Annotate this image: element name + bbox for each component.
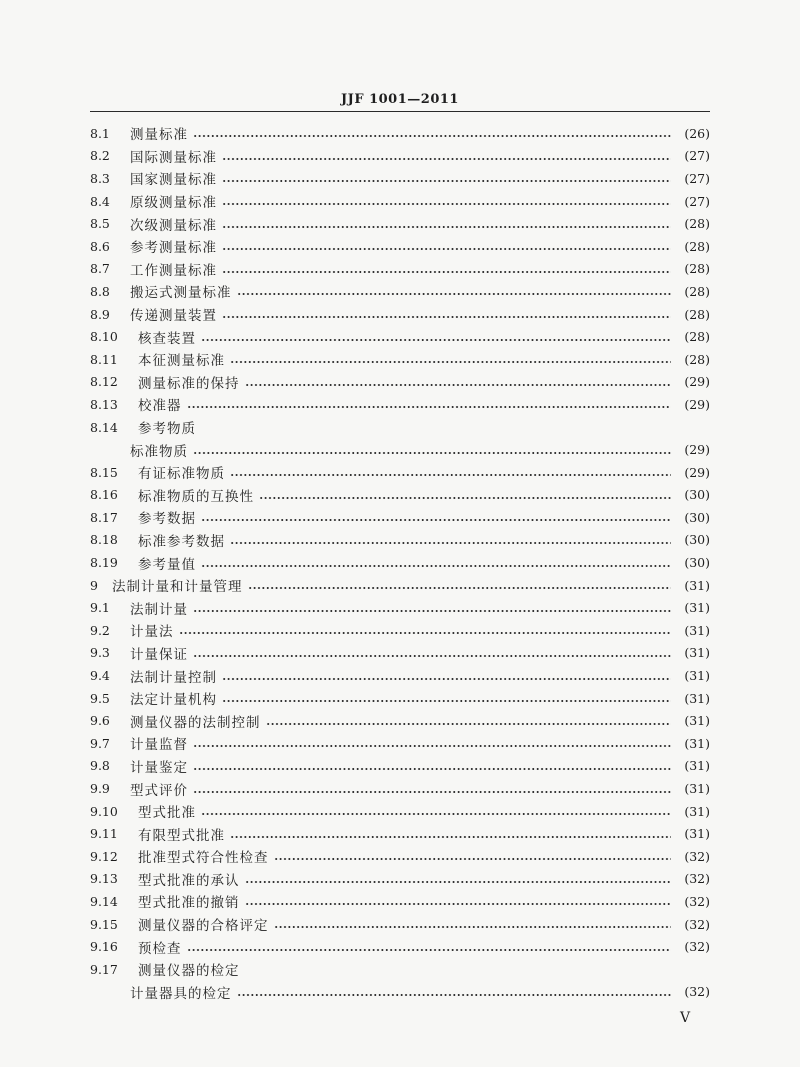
toc-entry[interactable]: [90, 438, 710, 461]
toc-dot-leader: [266, 723, 672, 725]
toc-entry-title: 计量器具的检定: [130, 985, 232, 1002]
toc-entry-title: 本征测量标准: [138, 353, 225, 370]
toc-entry-page: (28): [684, 261, 710, 277]
toc-entry[interactable]: [90, 800, 710, 823]
toc-entry-page: (28): [684, 306, 710, 322]
toc-entry-page: (28): [684, 329, 710, 345]
toc-entry-title: 测量仪器的合格评定: [138, 918, 269, 935]
toc-entry[interactable]: [90, 732, 710, 755]
toc-entry[interactable]: [90, 325, 710, 348]
toc-dot-leader: [193, 768, 671, 770]
toc-entry-number: 8.18: [90, 532, 118, 548]
toc-entry-title: 标准物质: [130, 443, 188, 460]
toc-entry-number: 9.11: [90, 826, 118, 842]
toc-entry[interactable]: [90, 935, 710, 958]
toc-entry-page: (30): [684, 487, 710, 503]
toc-dot-leader: [237, 994, 672, 996]
toc-entry-title: 测量标准: [130, 127, 188, 144]
toc-entry-title: 型式批准的承认: [138, 872, 240, 889]
toc-entry-number: 8.14: [90, 419, 118, 435]
toc-dot-leader: [201, 565, 671, 567]
toc-dot-leader: [230, 361, 671, 363]
toc-dot-leader: [222, 700, 671, 702]
toc-entry[interactable]: [90, 348, 710, 371]
toc-entry-number: 9.14: [90, 893, 118, 909]
toc-entry[interactable]: [90, 822, 710, 845]
toc-entry-number: 9.13: [90, 871, 118, 887]
toc-entry-page: (31): [684, 826, 710, 842]
toc-entry-title: 计量法: [130, 624, 174, 641]
toc-entry[interactable]: [90, 551, 710, 574]
toc-entry-title: 法制计量控制: [130, 669, 217, 686]
toc-entry[interactable]: [90, 145, 710, 168]
toc-dot-leader: [193, 610, 671, 612]
toc-entry[interactable]: [90, 212, 710, 235]
toc-dot-leader: [179, 632, 672, 634]
toc-entry-title: 测量仪器的法制控制: [130, 714, 261, 731]
toc-dot-leader: [222, 158, 671, 160]
toc-entry-number: 9.8: [90, 758, 110, 774]
toc-entry-page: (27): [684, 148, 710, 164]
toc-dot-leader: [237, 293, 672, 295]
toc-entry-number: 9.4: [90, 668, 110, 684]
toc-entry-title: 预检查: [138, 940, 182, 957]
toc-entry-page: (28): [684, 351, 710, 367]
toc-entry-number: 9.2: [90, 622, 110, 638]
toc-entry-title: 工作测量标准: [130, 262, 217, 279]
toc-entry-title: 法制计量和计量管理: [112, 579, 243, 596]
toc-entry-title: 法定计量机构: [130, 692, 217, 709]
toc-entry-page: (30): [684, 509, 710, 525]
toc-entry-page: (31): [684, 577, 710, 593]
toc-dot-leader: [222, 226, 671, 228]
toc-entry-number: 8.10: [90, 329, 118, 345]
toc-dot-leader: [222, 180, 671, 182]
toc-dot-leader: [222, 316, 671, 318]
toc-entry-number: 8.16: [90, 487, 118, 503]
toc-entry[interactable]: [90, 868, 710, 891]
toc-entry-title: 标准参考数据: [138, 533, 225, 550]
toc-entry[interactable]: [90, 235, 710, 258]
toc-entry-page: (27): [684, 193, 710, 209]
toc-entry-number: 9.7: [90, 735, 110, 751]
toc-entry-page: (29): [684, 442, 710, 458]
toc-dot-leader: [193, 452, 671, 454]
toc-dot-leader: [222, 678, 671, 680]
toc-entry-page: (31): [684, 781, 710, 797]
toc-entry[interactable]: [90, 506, 710, 529]
toc-entry-number: 9.9: [90, 781, 110, 797]
toc-entry-number: 9.6: [90, 713, 110, 729]
toc-entry-number: 9: [90, 577, 98, 593]
toc-entry[interactable]: [90, 709, 710, 732]
toc-entry[interactable]: [90, 845, 710, 868]
toc-dot-leader: [230, 542, 671, 544]
toc-entry-page: (28): [684, 238, 710, 254]
toc-entry-title: 计量鉴定: [130, 759, 188, 776]
toc-entry-title: 法制计量: [130, 601, 188, 618]
toc-entry[interactable]: [90, 913, 710, 936]
toc-dot-leader: [222, 271, 671, 273]
toc-entry-title: 国家测量标准: [130, 172, 217, 189]
toc-entry[interactable]: [90, 755, 710, 778]
toc-entry-title: 次级测量标准: [130, 217, 217, 234]
toc-entry-number: 8.4: [90, 193, 110, 209]
toc-entry[interactable]: [90, 890, 710, 913]
toc-dot-leader: [201, 813, 671, 815]
toc-entry-title: 校准器: [138, 398, 182, 415]
toc-entry-title: 批准型式符合性检查: [138, 850, 269, 867]
toc-entry-number: 8.5: [90, 216, 110, 232]
toc-entry-page: (31): [684, 735, 710, 751]
toc-entry-number: 8.19: [90, 555, 118, 571]
toc-entry-number: 8.12: [90, 374, 118, 390]
toc-entry-number: 8.6: [90, 238, 110, 254]
toc-entry-page: (31): [684, 668, 710, 684]
toc-entry-title: 原级测量标准: [130, 195, 217, 212]
toc-dot-leader: [245, 881, 672, 883]
toc-entry-page: (31): [684, 600, 710, 616]
toc-entry-title: 参考测量标准: [130, 240, 217, 257]
toc-entry-title: 国际测量标准: [130, 149, 217, 166]
toc-entry-title: 有限型式批准: [138, 827, 225, 844]
toc-entry-number: 8.7: [90, 261, 110, 277]
toc-entry[interactable]: [90, 416, 710, 439]
toc-entry-number: 8.15: [90, 464, 118, 480]
toc-entry[interactable]: [90, 687, 710, 710]
toc-entry-page: (30): [684, 532, 710, 548]
toc-entry[interactable]: [90, 303, 710, 326]
toc-entry-page: (31): [684, 645, 710, 661]
toc-entry-page: (32): [684, 871, 710, 887]
toc-dot-leader: [230, 474, 671, 476]
toc-entry-page: (31): [684, 690, 710, 706]
toc-entry-number: 9.5: [90, 690, 110, 706]
toc-dot-leader: [193, 791, 671, 793]
toc-entry-number: 8.2: [90, 148, 110, 164]
toc-entry[interactable]: [90, 371, 710, 394]
toc-entry[interactable]: [90, 777, 710, 800]
toc-entry-page: (32): [684, 984, 710, 1000]
toc-dot-leader: [201, 519, 671, 521]
toc-entry-title: 测量标准的保持: [138, 375, 240, 392]
toc-entry-number: 9.16: [90, 939, 118, 955]
toc-entry-number: 9.17: [90, 961, 118, 977]
toc-entry-title: 参考物质: [138, 421, 196, 438]
toc-entry-title: 型式评价: [130, 782, 188, 799]
toc-entry-number: 8.8: [90, 283, 110, 299]
toc-entry-title: 计量监督: [130, 737, 188, 754]
page-number: V: [680, 1010, 691, 1026]
toc-entry-number: 9.15: [90, 916, 118, 932]
toc-entry-number: 8.9: [90, 306, 110, 322]
toc-entry[interactable]: [90, 529, 710, 552]
toc-entry-title: 型式批准: [138, 805, 196, 822]
toc-entry[interactable]: [90, 664, 710, 687]
toc-entry-page: (26): [684, 125, 710, 141]
toc-dot-leader: [248, 587, 672, 589]
toc-entry-title: 计量保证: [130, 646, 188, 663]
toc-entry[interactable]: [90, 642, 710, 665]
toc-entry-number: 8.11: [90, 351, 118, 367]
toc-entry-page: (27): [684, 170, 710, 186]
toc-dot-leader: [201, 339, 671, 341]
toc-entry-title: 型式批准的撤销: [138, 895, 240, 912]
toc-entry-title: 传递测量装置: [130, 308, 217, 325]
toc-dot-leader: [274, 926, 672, 928]
toc-entry-page: (31): [684, 622, 710, 638]
toc-entry-title: 标准物质的互换性: [138, 488, 254, 505]
toc-entry[interactable]: [90, 167, 710, 190]
toc-entry-page: (29): [684, 464, 710, 480]
toc-entry[interactable]: [90, 280, 710, 303]
toc-entry[interactable]: [90, 190, 710, 213]
toc-entry-number: 9.3: [90, 645, 110, 661]
toc-entry[interactable]: [90, 393, 710, 416]
toc-entry-title: 核查装置: [138, 330, 196, 347]
toc-entry-page: (31): [684, 713, 710, 729]
toc-entry[interactable]: [90, 981, 710, 1004]
toc-entry-number: 9.12: [90, 848, 118, 864]
toc-dot-leader: [230, 836, 671, 838]
toc-entry-number: 8.3: [90, 170, 110, 186]
toc-entry-page: (31): [684, 758, 710, 774]
toc-entry-title: 参考数据: [138, 511, 196, 528]
toc-entry-page: (28): [684, 216, 710, 232]
toc-entry[interactable]: [90, 596, 710, 619]
toc-entry-number: 8.13: [90, 396, 118, 412]
toc-entry-number: 9.10: [90, 803, 118, 819]
document-header-title: JJF 1001—2011: [341, 92, 459, 107]
toc-entry-page: (32): [684, 916, 710, 932]
toc-entry-title: 测量仪器的检定: [138, 963, 240, 980]
toc-dot-leader: [187, 949, 672, 951]
toc-entry[interactable]: [90, 958, 710, 981]
toc-entry[interactable]: [90, 122, 710, 145]
toc-dot-leader: [187, 406, 672, 408]
toc-entry-number: 8.1: [90, 125, 110, 141]
toc-entry[interactable]: [90, 484, 710, 507]
toc-entry-page: (28): [684, 283, 710, 299]
toc-dot-leader: [193, 745, 671, 747]
toc-entry-title: 参考量值: [138, 556, 196, 573]
toc-entry[interactable]: [90, 574, 710, 597]
table-of-contents: [90, 122, 710, 1003]
header-rule: [90, 111, 710, 112]
toc-entry[interactable]: [90, 258, 710, 281]
toc-entry-page: (32): [684, 893, 710, 909]
toc-entry-page: (29): [684, 396, 710, 412]
toc-entry-number: 8.17: [90, 509, 118, 525]
toc-entry[interactable]: [90, 619, 710, 642]
toc-entry[interactable]: [90, 461, 710, 484]
toc-dot-leader: [222, 203, 671, 205]
toc-dot-leader: [274, 858, 672, 860]
toc-entry-title: 搬运式测量标准: [130, 285, 232, 302]
toc-entry-page: (32): [684, 939, 710, 955]
toc-entry-number: 9.1: [90, 600, 110, 616]
toc-dot-leader: [259, 497, 671, 499]
toc-entry-page: (30): [684, 555, 710, 571]
toc-entry-page: (29): [684, 374, 710, 390]
toc-entry-title: 有证标准物质: [138, 466, 225, 483]
toc-dot-leader: [245, 903, 672, 905]
toc-entry-page: (31): [684, 803, 710, 819]
toc-dot-leader: [245, 384, 672, 386]
toc-dot-leader: [193, 655, 671, 657]
toc-dot-leader: [193, 135, 671, 137]
toc-dot-leader: [222, 248, 671, 250]
toc-entry-page: (32): [684, 848, 710, 864]
